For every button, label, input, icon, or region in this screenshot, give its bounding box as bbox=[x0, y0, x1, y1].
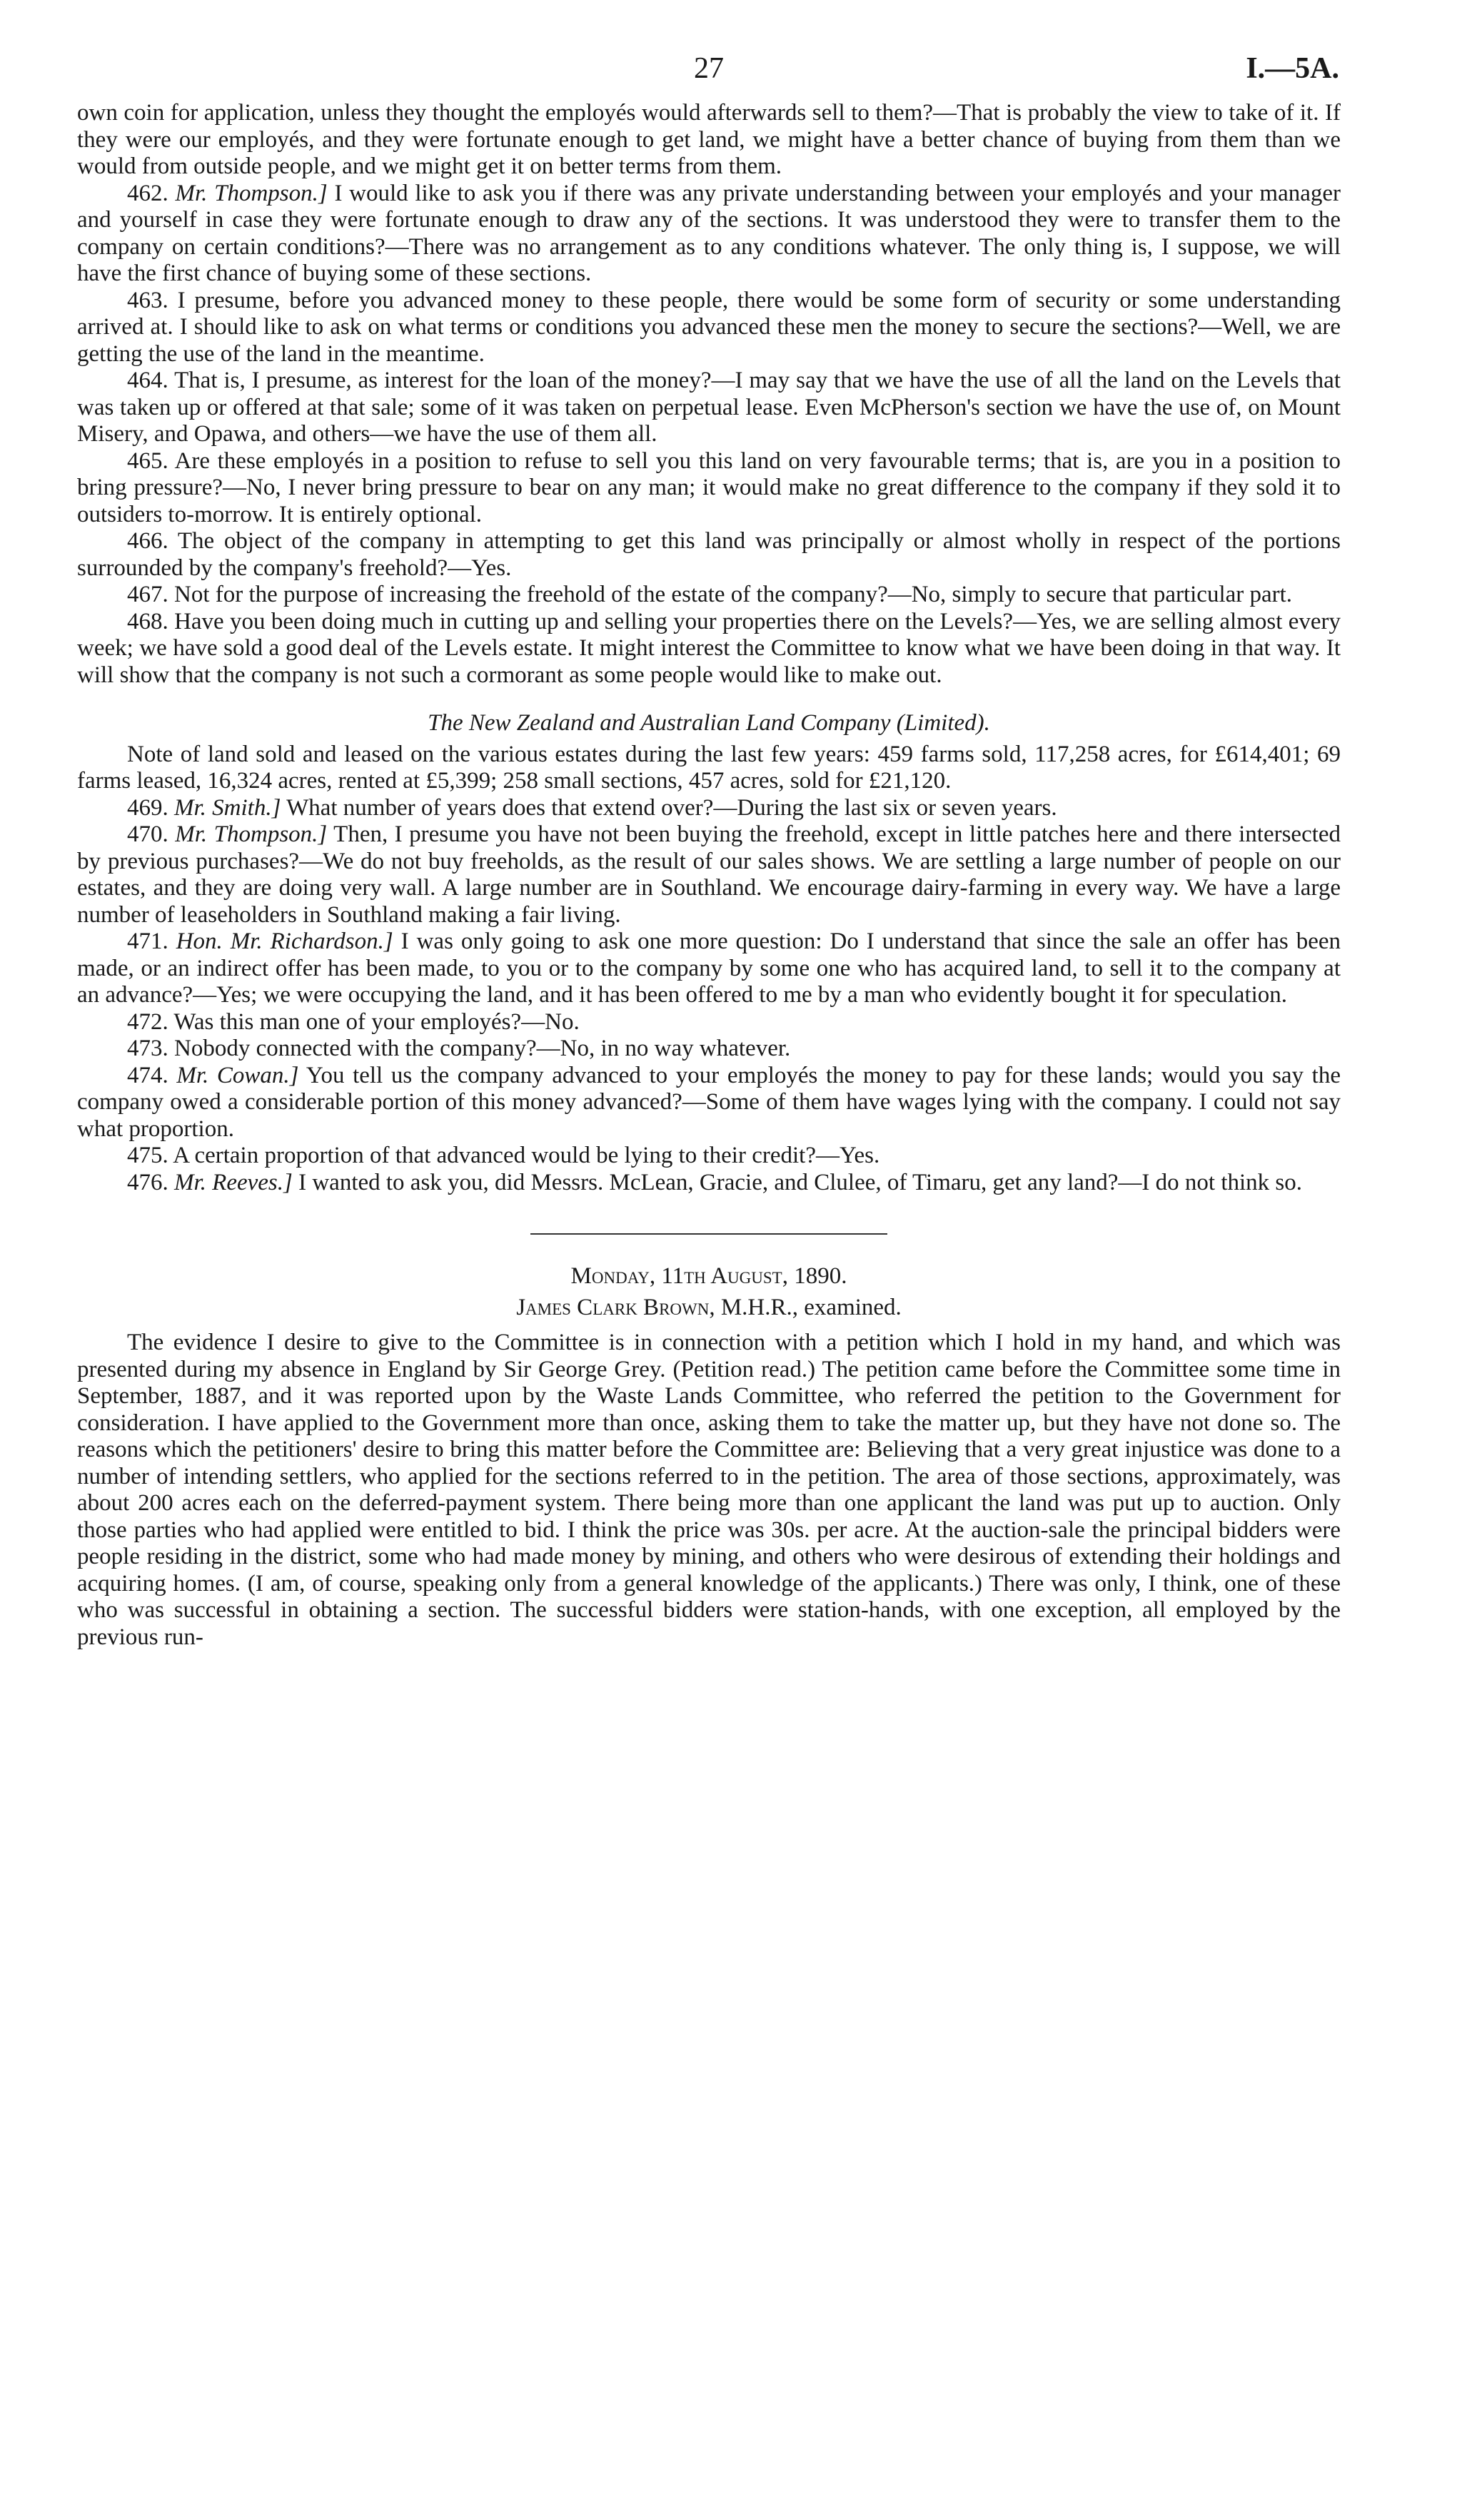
question-467: 467. Not for the purpose of increasing the freehold of the estate of the company?—No, simply to secure that particular part. bbox=[127, 582, 1293, 607]
question-463: 463. I presume, before you advanced money to these people, there would be some form of security or some understanding arrived at. I should like to ask on what terms or conditions you advanced these men the money to secure the sections?—Well, we are getting the use of the land in the meantime. bbox=[77, 287, 1341, 367]
land-sales-note: Note of land sold and leased on the various estates during the last few years: 459 farms sold, 117,258 acres, for £614,401; 69 farms leased, 16,324 acres, rented at £5,399; 258 small sections, 457 acres, sold for £21,120. bbox=[77, 741, 1341, 794]
document-page bbox=[77, 50, 1341, 1651]
witness-line: James Clark Brown, M.H.R., examined. bbox=[516, 1294, 902, 1320]
speaker: Mr. Thompson.] bbox=[175, 180, 328, 206]
question-464: 464. That is, I presume, as interest for the loan of the money?—I may say that we have the use of all the land on the Levels that was taken up or offered at that sale; some of it was taken on perpetual lease. Even McPherson's section we have the use of, on Mount Misery, and Opawa, and others—we have the use of them all. bbox=[77, 368, 1341, 447]
question-462: 462. Mr. Thompson.] I would like to ask you if there was any private understanding between your employés and your manager and yourself in case they were fortunate enough to draw any of the sections. It was understood they were to transfer them to the company on certain conditions?—There was no arrangement as to any conditions whatever. The only thing is, I suppose, we will have the first chance of buying some of these sections. bbox=[77, 180, 1341, 286]
speaker: Mr. Smith.] bbox=[174, 794, 281, 821]
question-468: 468. Have you been doing much in cutting up and selling your properties there on the Levels?—Yes, we are selling almost every week; we have sold a good deal of the Levels estate. It might interest the Committee to know what we have been doing in that way. It will show that the company is not such a cormorant as some people would like to make out. bbox=[77, 608, 1341, 688]
question-471: 471. Hon. Mr. Richardson.] I was only going to ask one more question: Do I understand that since the sale an offer has been made, or an indirect offer has been made, to you or to the company by some one who has acquired land, to sell it to the company at an advance?—Yes; we were occupying the land, and it has been offered to me by a man who evidently bought it for speculation. bbox=[77, 928, 1341, 1008]
question-475: 475. A certain proportion of that advanced would be lying to their credit?—Yes. bbox=[127, 1143, 880, 1168]
speaker: Mr. Reeves.] bbox=[174, 1169, 293, 1195]
continued-paragraph: own coin for application, unless they thought the employés would afterwards sell to them?—That is probably the view to take of it. If they were our employés, and they were fortunate enough to get land, we might have a better chance of buying from them than we would from outside people, and we might get it on better terms from them. bbox=[77, 100, 1341, 179]
question-474: 474. Mr. Cowan.] You tell us the company advanced to your employés the money to pay for these lands; would you say the company owed a considerable portion of this money advanced?—Some of them have wages lying with the company. I could not say what proportion. bbox=[77, 1062, 1341, 1142]
question-476: 476. Mr. Reeves.] I wanted to ask you, did Messrs. McLean, Gracie, and Clulee, of Timaru, get any land?—I do not think so. bbox=[127, 1169, 1303, 1195]
question-472: 472. Was this man one of your employés?—No. bbox=[127, 1008, 580, 1035]
question-470: 470. Mr. Thompson.] Then, I presume you have not been buying the freehold, except in little patches here and there intersected by previous purchases?—We do not buy freeholds, as the result of our sales shows. We are settling a large number of people on our estates, and they are doing very wall. A large number are in Southland. We encourage dairy-farming in every way. We have a large number of leaseholders in Southland making a fair living. bbox=[77, 821, 1341, 928]
page-header bbox=[77, 50, 1341, 100]
company-heading: The New Zealand and Australian Land Company (Limited). bbox=[428, 710, 990, 736]
section-divider bbox=[530, 1233, 887, 1235]
question-469: 469. Mr. Smith.] What number of years does that extend over?—During the last six or seven years. bbox=[127, 794, 1057, 821]
question-473: 473. Nobody connected with the company?—No, in no way whatever. bbox=[127, 1036, 791, 1061]
session-date: Monday, 11th August, 1890. bbox=[570, 1263, 847, 1289]
question-466: 466. The object of the company in attempting to get this land was principally or almost wholly in respect of the portions surrounded by the company's freehold?—Yes. bbox=[77, 528, 1341, 581]
page-number: 27 bbox=[694, 52, 724, 85]
speaker: Hon. Mr. Richardson.] bbox=[176, 928, 393, 954]
speaker: Mr. Thompson.] bbox=[175, 821, 328, 847]
speaker: Mr. Cowan.] bbox=[176, 1062, 299, 1088]
question-465: 465. Are these employés in a position to refuse to sell you this land on very favourable terms; that is, are you in a position to bring pressure?—No, I never bring pressure to bear on any man; it would make no great difference to the company if they sold it to outsiders to-morrow. It is entirely optional. bbox=[77, 447, 1341, 527]
witness-name: James Clark Brown bbox=[516, 1294, 710, 1320]
evidence-paragraph: The evidence I desire to give to the Committee is in connection with a petition which I hold in my hand, and which was presented during my absence in England by Sir George Grey. (Petition read.) The petition came before the Committee some time in September, 1887, and it was reported upon by the Waste Lands Committee, who referred the petition to the Government for consideration. I have applied to the Government more than once, asking them to take the matter up, but they have not done so. The reasons which the petitioners' desire to bring this matter before the Committee are: Believing that a very great injustice was done to a number of intending settlers, who applied for the sections referred to in the petition. The area of those sections, approximately, was about 200 acres each on the deferred-payment system. There being more than one applicant the land was put up to auction. Only those parties who had applied were entitled to bid. I think the price was 30s. per acre. At the auction-sale the principal bidders were people residing in the district, some who had made money by mining, and others who were desirous of extending their holdings and acquiring homes. (I am, of course, speaking only from a general knowledge of the applicants.) There was only, I think, one of these who was successful in obtaining a section. The successful bidders were station-hands, with one exception, all employed by the previous run- bbox=[77, 1330, 1341, 1650]
document-reference: I.—5A. bbox=[1246, 52, 1339, 85]
